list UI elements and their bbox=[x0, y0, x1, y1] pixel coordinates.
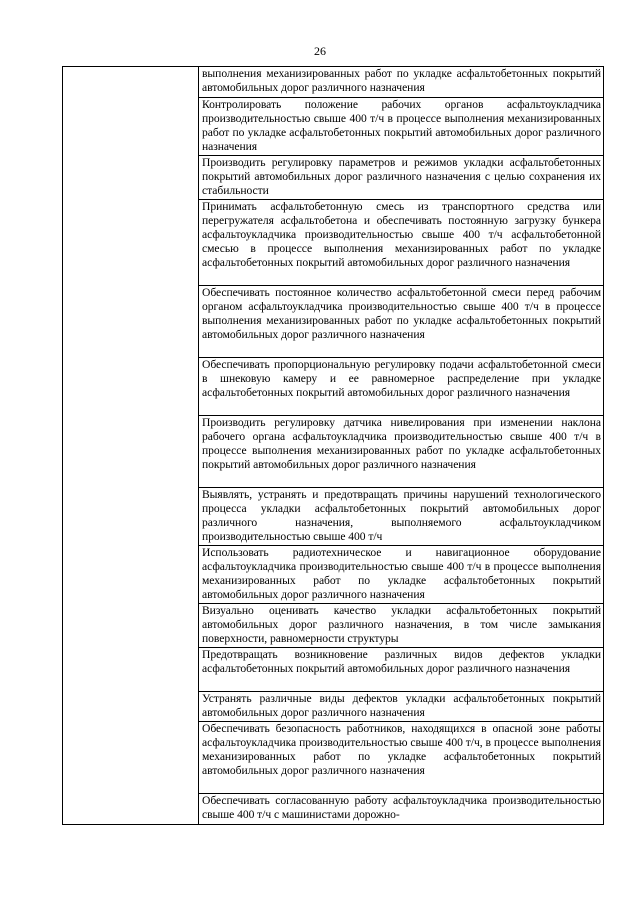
labor-action-cell: Обеспечивать пропорциональную регулировку подачи асфальтобетонной смеси в шнековую камеру и ее равномерное распределение при укладке асфальтобетонных покрытий автомобильных дорог различного назначения bbox=[199, 358, 604, 416]
labor-action-cell: Обеспечивать безопасность работников, находящихся в опасной зоне работы асфальтоукладчика производительностью свыше 400 т/ч, в процессе выполнения механизированных работ по укладке асфальтобетонных покрытий автомобильных дорог различного назначения bbox=[199, 722, 604, 794]
labor-action-cell: Обеспечивать постоянное количество асфальтобетонной смеси перед рабочим органом асфальтоукладчика производительностью свыше 400 т/ч в процессе выполнения механизированных работ по укладке асфальтобетонных покрытий автомобильных дорог различного назначения bbox=[199, 286, 604, 358]
labor-function-cell bbox=[63, 67, 199, 825]
labor-action-cell: Визуально оценивать качество укладки асфальтобетонных покрытий автомобильных дорог различного назначения, в том числе замыкания поверхности, равномерности структуры bbox=[199, 604, 604, 648]
labor-action-cell: Обеспечивать согласованную работу асфальтоукладчика производительностью свыше 400 т/ч с машинистами дорожно- bbox=[199, 794, 604, 825]
page-number: 26 bbox=[314, 44, 326, 58]
labor-action-cell: Устранять различные виды дефектов укладки асфальтобетонных покрытий автомобильных дорог различного назначения bbox=[199, 692, 604, 722]
labor-action-cell: Производить регулировку параметров и режимов укладки асфальтобетонных покрытий автомобильных дорог различного назначения с целью сохранения их стабильности bbox=[199, 156, 604, 200]
labor-action-cell: Предотвращать возникновение различных видов дефектов укладки асфальтобетонных покрытий автомобильных дорог различного назначения bbox=[199, 648, 604, 692]
labor-actions-table bbox=[62, 66, 604, 825]
labor-action-cell: Контролировать положение рабочих органов асфальтоукладчика производительностью свыше 400 т/ч в процессе выполнения механизированных работ по укладке асфальтобетонных покрытий автомобильных дорог различного назначения bbox=[199, 98, 604, 156]
table-row bbox=[63, 67, 604, 98]
labor-action-cell: Производить регулировку датчика нивелирования при изменении наклона рабочего органа асфальтоукладчика производительностью свыше 400 т/ч в процессе выполнения механизированных работ по укладке асфальтобетонных покрытий автомобильных дорог различного назначения bbox=[199, 416, 604, 488]
labor-action-cell: Принимать асфальтобетонную смесь из транспортного средства или перегружателя асфальтобетона и обеспечивать постоянную загрузку бункера асфальтоукладчика производительностью свыше 400 т/ч асфальтобетонной смесью в процессе выполнения механизированных работ по укладке асфальтобетонных покрытий автомобильных дорог различного назначения bbox=[199, 200, 604, 286]
labor-action-cell: выполнения механизированных работ по укладке асфальтобетонных покрытий автомобильных дорог различного назначения bbox=[199, 67, 604, 98]
labor-action-cell: Выявлять, устранять и предотвращать причины нарушений технологического процесса укладки асфальтобетонных покрытий автомобильных дорог различного назначения, выполняемого асфальтоукладчиком производительностью свыше 400 т/ч bbox=[199, 488, 604, 546]
labor-action-cell: Использовать радиотехническое и навигационное оборудование асфальтоукладчика производительностью свыше 400 т/ч в процессе выполнения механизированных работ по укладке асфальтобетонных покрытий автомобильных дорог различного назначения bbox=[199, 546, 604, 604]
